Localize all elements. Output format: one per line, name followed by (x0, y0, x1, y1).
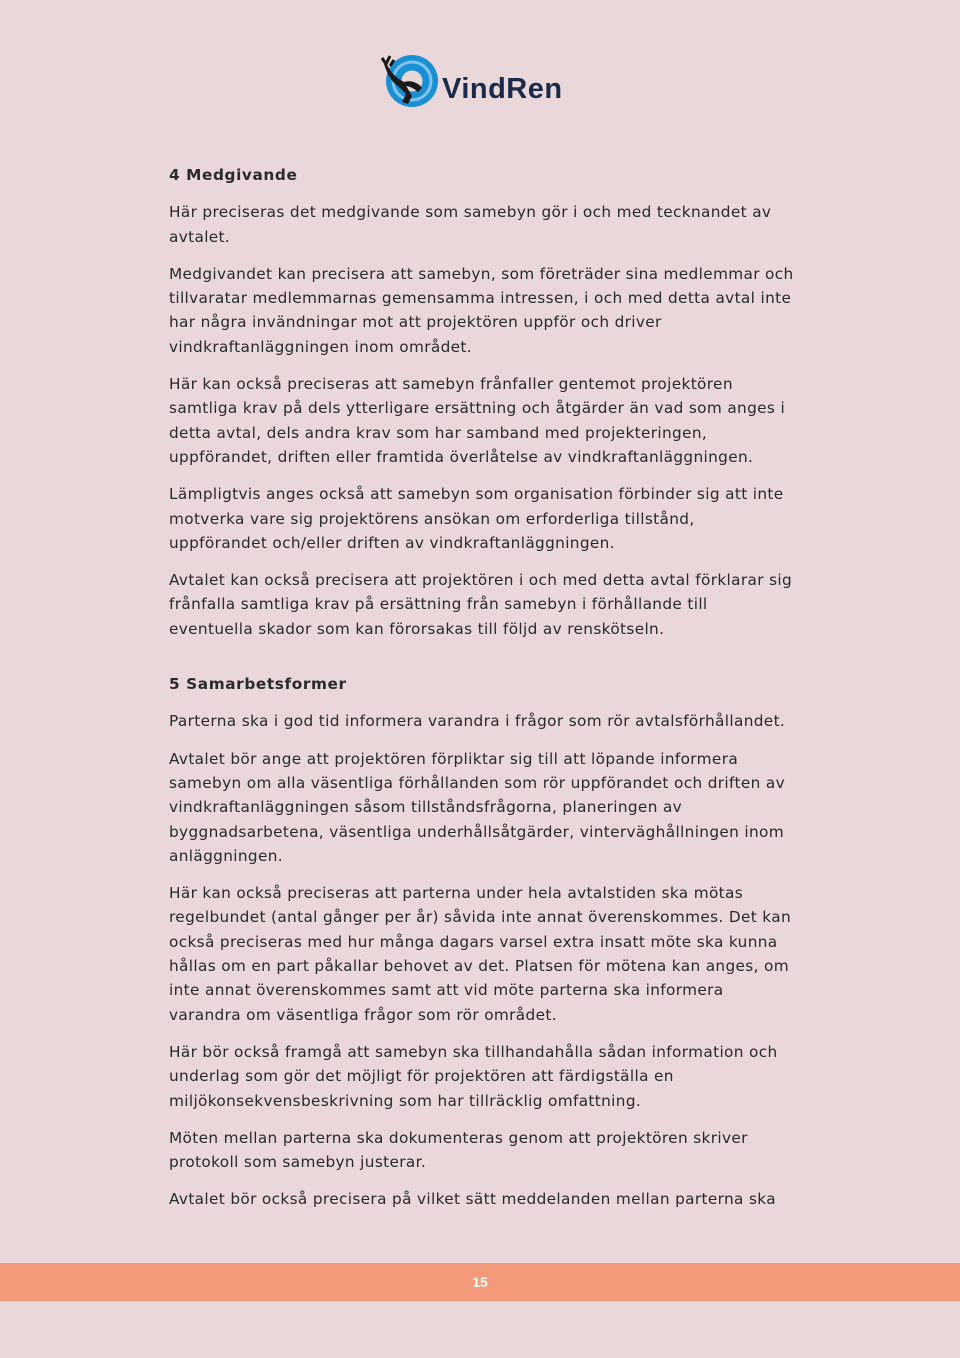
paragraph: Medgivandet kan precisera att samebyn, som företräder sina medlemmar och tillvaratar medlemmarnas gemensamma intressen, i och med detta avtal inte har några invändningar mot att projektören uppför och driver vindkraftanläggningen inom området. (169, 264, 794, 356)
document-body (169, 163, 794, 1225)
paragraph: Möten mellan parterna ska dokumenteras genom att projektören skriver protokoll som samebyn justerar. (169, 1128, 748, 1172)
section-heading-samarbetsformer: 5 Samarbetsformer (169, 675, 347, 694)
paragraph: Avtalet bör också precisera på vilket sätt meddelanden mellan parterna ska (169, 1190, 776, 1209)
logo-text: VindRen (442, 72, 563, 105)
section-heading-medgivande: 4 Medgivande (169, 166, 298, 184)
reindeer-wind-logo-icon (378, 52, 440, 110)
vindren-logo (378, 52, 563, 110)
page-number: 15 (472, 1274, 488, 1290)
footer-bar (0, 1263, 960, 1301)
paragraph: Här bör också framgå att samebyn ska tillhandahålla sådan information och underlag som gör det möjligt för projektören att färdigställa en miljökonsekvensbeskrivning som har tillräcklig omfattning. (169, 1042, 778, 1110)
paragraph: Här kan också preciseras att parterna under hela avtalstiden ska mötas regelbundet (antal gånger per år) såvida inte annat överenskommes. Det kan också preciseras med hur många dagars varsel extra insatt möte ska kunna hållas om en part påkallar behovet av det. Platsen för mötena kan anges, om inte annat överenskommes samt att vid möte parterna ska informera varandra om väsentliga frågor som rör området. (169, 884, 791, 1024)
paragraph: Avtalet bör ange att projektören förpliktar sig till att löpande informera samebyn om alla väsentliga förhållanden som rör uppförandet och driften av vindkraftanläggningen såsom tillståndsfrågorna, planeringen av byggnadsarbetena, väsentliga underhållsåtgärder, vinterväghållningen inom anläggningen. (169, 749, 785, 865)
paragraph: Parterna ska i god tid informera varandra i frågor som rör avtalsförhållandet. (169, 712, 786, 731)
paragraph: Lämpligtvis anges också att samebyn som organisation förbinder sig att inte motverka vare sig projektörens ansökan om erforderliga tillstånd, uppförandet och/eller driften av vindkraftanläggningen. (169, 485, 784, 552)
paragraph: Avtalet kan också precisera att projektören i och med detta avtal förklarar sig frånfalla samtliga krav på ersättning från samebyn i förhållande till eventuella skador som kan förorsakas till följd av renskötseln. (169, 571, 793, 638)
paragraph: Här preciseras det medgivande som samebyn gör i och med tecknandet av avtalet. (169, 203, 772, 246)
paragraph: Här kan också preciseras att samebyn frånfaller gentemot projektören samtliga krav på dels ytterligare ersättning och åtgärder än vad som anges i detta avtal, dels andra krav som har samband med projekteringen, uppförandet, driften eller framtida överlåtelse av vindkraftanläggningen. (169, 375, 786, 466)
